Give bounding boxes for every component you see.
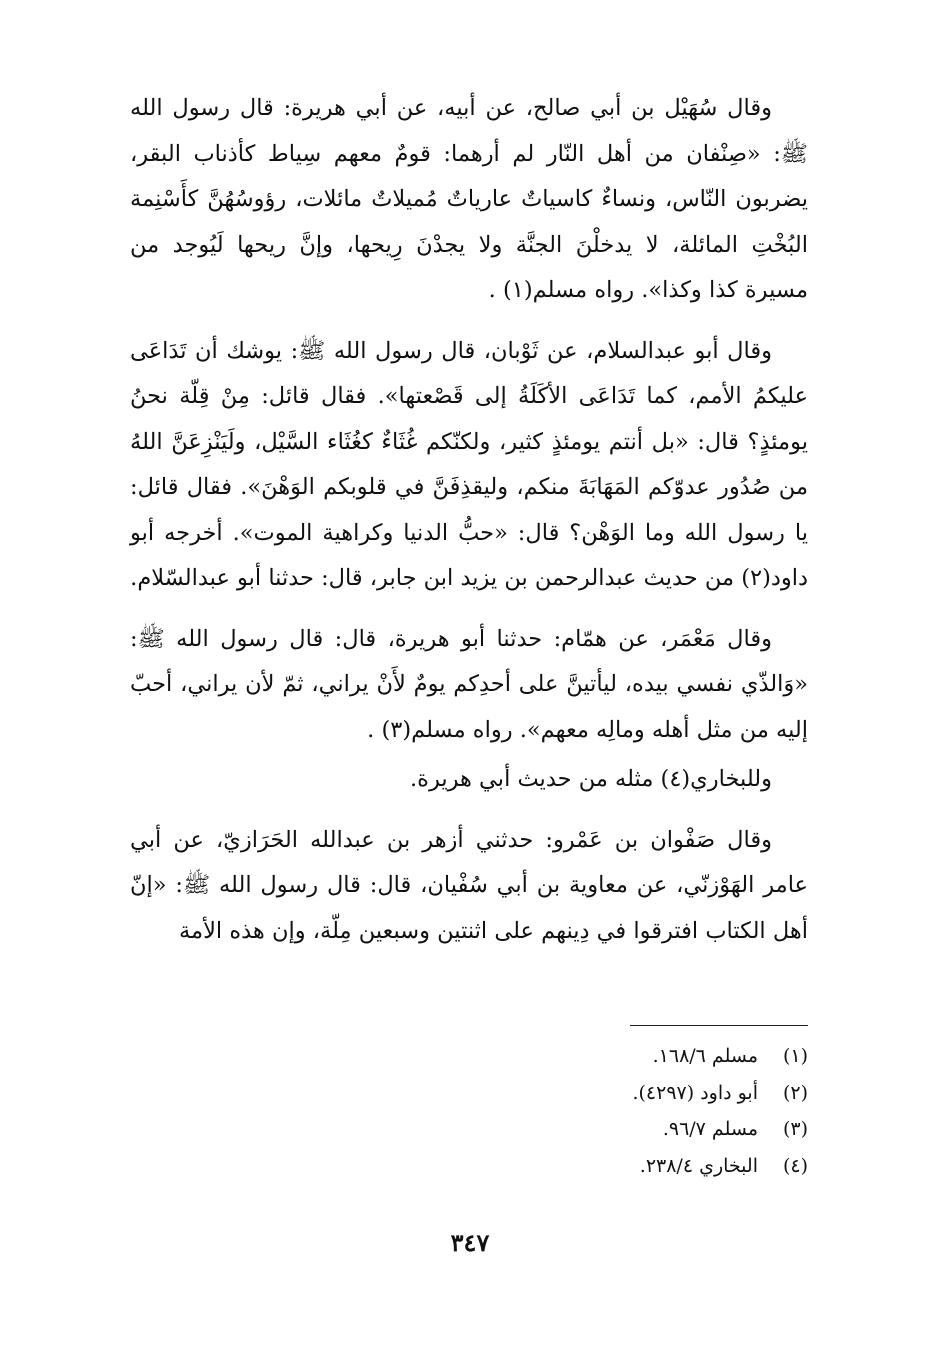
- footnote-number: (٣): [782, 1118, 808, 1140]
- footnote-text: مسلم ٩٦/٧.: [662, 1118, 758, 1140]
- footnote-text: مسلم ١٦٨/٦.: [652, 1045, 758, 1067]
- footnote-4: [408, 1148, 808, 1185]
- footnote-1: [408, 1038, 808, 1075]
- footnotes: [408, 1038, 808, 1184]
- footnote-3: [408, 1111, 808, 1148]
- footnote-2: [408, 1075, 808, 1112]
- paragraph-2: وقال أبو عبدالسلام، عن ثَوْبان، قال رسول الله ﷺ: يوشك أن تَدَاعَى عليكمُ الأمم، كما تَدَاعَى الأكَلَةُ إلى قَصْعتها». فقال قائل: مِنْ قِلّة نحنُ يومئذٍ؟ قال: «بل أنتم يومئذٍ كثير، ولكنّكم غُثَاءٌ كغُثَاء السَّيْل، ولَيَنْزِعَنَّ اللهُ من صُدُور عدوّكم المَهَابَةَ منكم، وليقذِفَنَّ في قلوبكم الوَهْنَ». فقال قائل: يا رسول الله وما الوَهْن؟ قال: «حبُّ الدنيا وكراهية الموت». أخرجه أبو داود(٢) من حديث عبدالرحمن بن يزيد ابن جابر، قال: حدثنا أبو عبدالسّلام.: [130, 337, 808, 591]
- footnote-text: البخاري ٢٣٨/٤.: [639, 1154, 758, 1177]
- footnote-text: أبو داود (٤٢٩٧).: [632, 1081, 758, 1104]
- footnote-number: (٤): [782, 1154, 808, 1177]
- paragraph-5: وقال صَفْوان بن عَمْرو: حدثني أزهر بن عبدالله الحَرَازيّ، عن أبي عامر الهَوْزنّي، عن معاوية بن أبي سُفْيان، قال: قال رسول الله ﷺ: «إنّ أهل الكتاب افترقوا في دِينهم على اثنتين وسبعين مِلّة، وإن هذه الأمة: [130, 826, 808, 944]
- paragraph-4: وللبخاري(٤) مثله من حديث أبي هريرة.: [410, 766, 772, 792]
- footnote-number: (١): [782, 1045, 808, 1067]
- page-number: ٣٤٧: [450, 1228, 490, 1257]
- main-text: [130, 86, 808, 969]
- paragraph-1: وقال سُهَيْل بن أبي صالح، عن أبيه، عن أبي هريرة: قال رسول الله ﷺ: «صِنْفان من أهل النّار لم أرهما: قومٌ معهم سِياط كأذناب البقر، يضربون النّاس، ونساءٌ كاسياتٌ عارياتٌ مُميلاتٌ مائلات، رؤوسُهُنَّ كأَسْنِمة البُخْتِ المائلة، لا يدخلْنَ الجنَّة ولا يجدْنَ رِيحها، وإنَّ ريحها لَيُوجد من مسيرة كذا وكذا». رواه مسلم(١) .: [130, 95, 808, 303]
- paragraph-3: وقال مَعْمَر، عن همّام: حدثنا أبو هريرة، قال: قال رسول الله ﷺ: «وَالذّي نفسي بيده، ليأتينَّ على أحدِكم يومٌ لأَنْ يراني، ثمّ لأن يراني، أحبّ إليه من مثل أهله ومالِه معهم». رواه مسلم(٣) .: [130, 625, 808, 743]
- footnote-divider: [630, 1025, 808, 1026]
- footnote-number: (٢): [782, 1081, 808, 1104]
